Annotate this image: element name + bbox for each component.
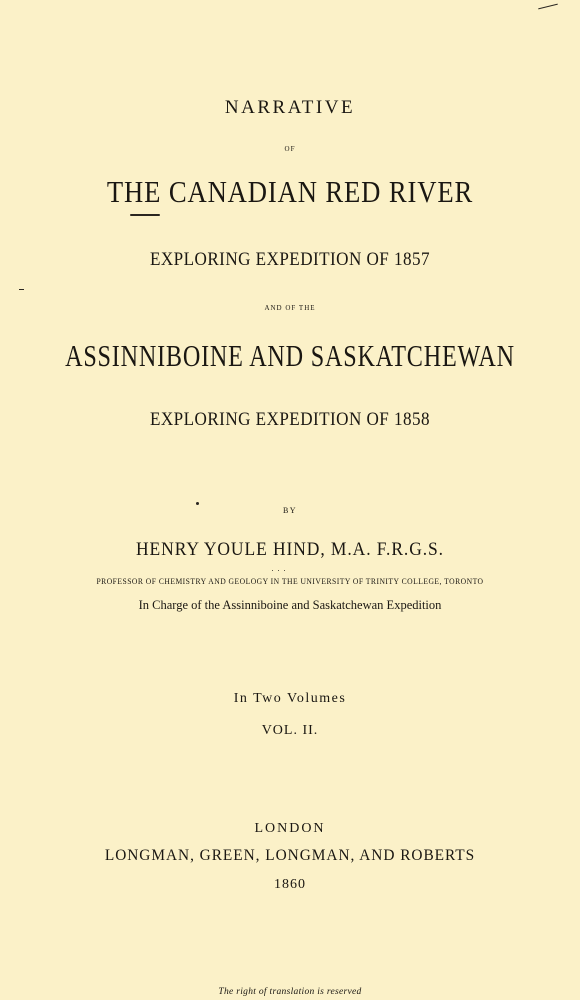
main-title-2: ASSINNIBOINE AND SASKATCHEWAN: [65, 338, 515, 373]
ink-dot: [196, 502, 199, 505]
volume-number: VOL. II.: [261, 723, 319, 738]
side-ink-mark: [19, 289, 24, 290]
subtitle-1858: EXPLORING EXPEDITION OF 1858: [149, 409, 431, 430]
author-title: PROFESSOR OF CHEMISTRY AND GEOLOGY IN THE UNIVERSITY OF TRINITY COLLEGE, TORONTO: [96, 577, 484, 586]
by-line: BY: [282, 506, 298, 515]
rights-notice: The right of translation is reserved: [218, 987, 362, 997]
author-name: HENRY YOULE HIND, M.A. F.R.G.S.: [136, 539, 444, 560]
corner-ink-mark: [538, 4, 558, 10]
publisher-name: LONGMAN, GREEN, LONGMAN, AND ROBERTS: [104, 847, 476, 864]
subtitle-1857: EXPLORING EXPEDITION OF 1857: [149, 249, 431, 270]
connector-text: AND OF THE: [264, 304, 316, 312]
ink-dot: [278, 570, 279, 571]
publication-year: 1860: [274, 877, 306, 892]
publication-city: LONDON: [254, 821, 326, 836]
main-title: THE CANADIAN RED RIVER: [106, 174, 474, 209]
heading-of: OF: [284, 145, 296, 153]
underline-ink-mark: [130, 214, 160, 216]
author-role: In Charge of the Assinniboine and Saskatchewan Expedition: [138, 598, 442, 612]
ink-dot: [272, 570, 273, 571]
ink-dot: [284, 570, 285, 571]
heading-narrative: NARRATIVE: [224, 97, 356, 118]
volumes-note: In Two Volumes: [233, 691, 347, 706]
